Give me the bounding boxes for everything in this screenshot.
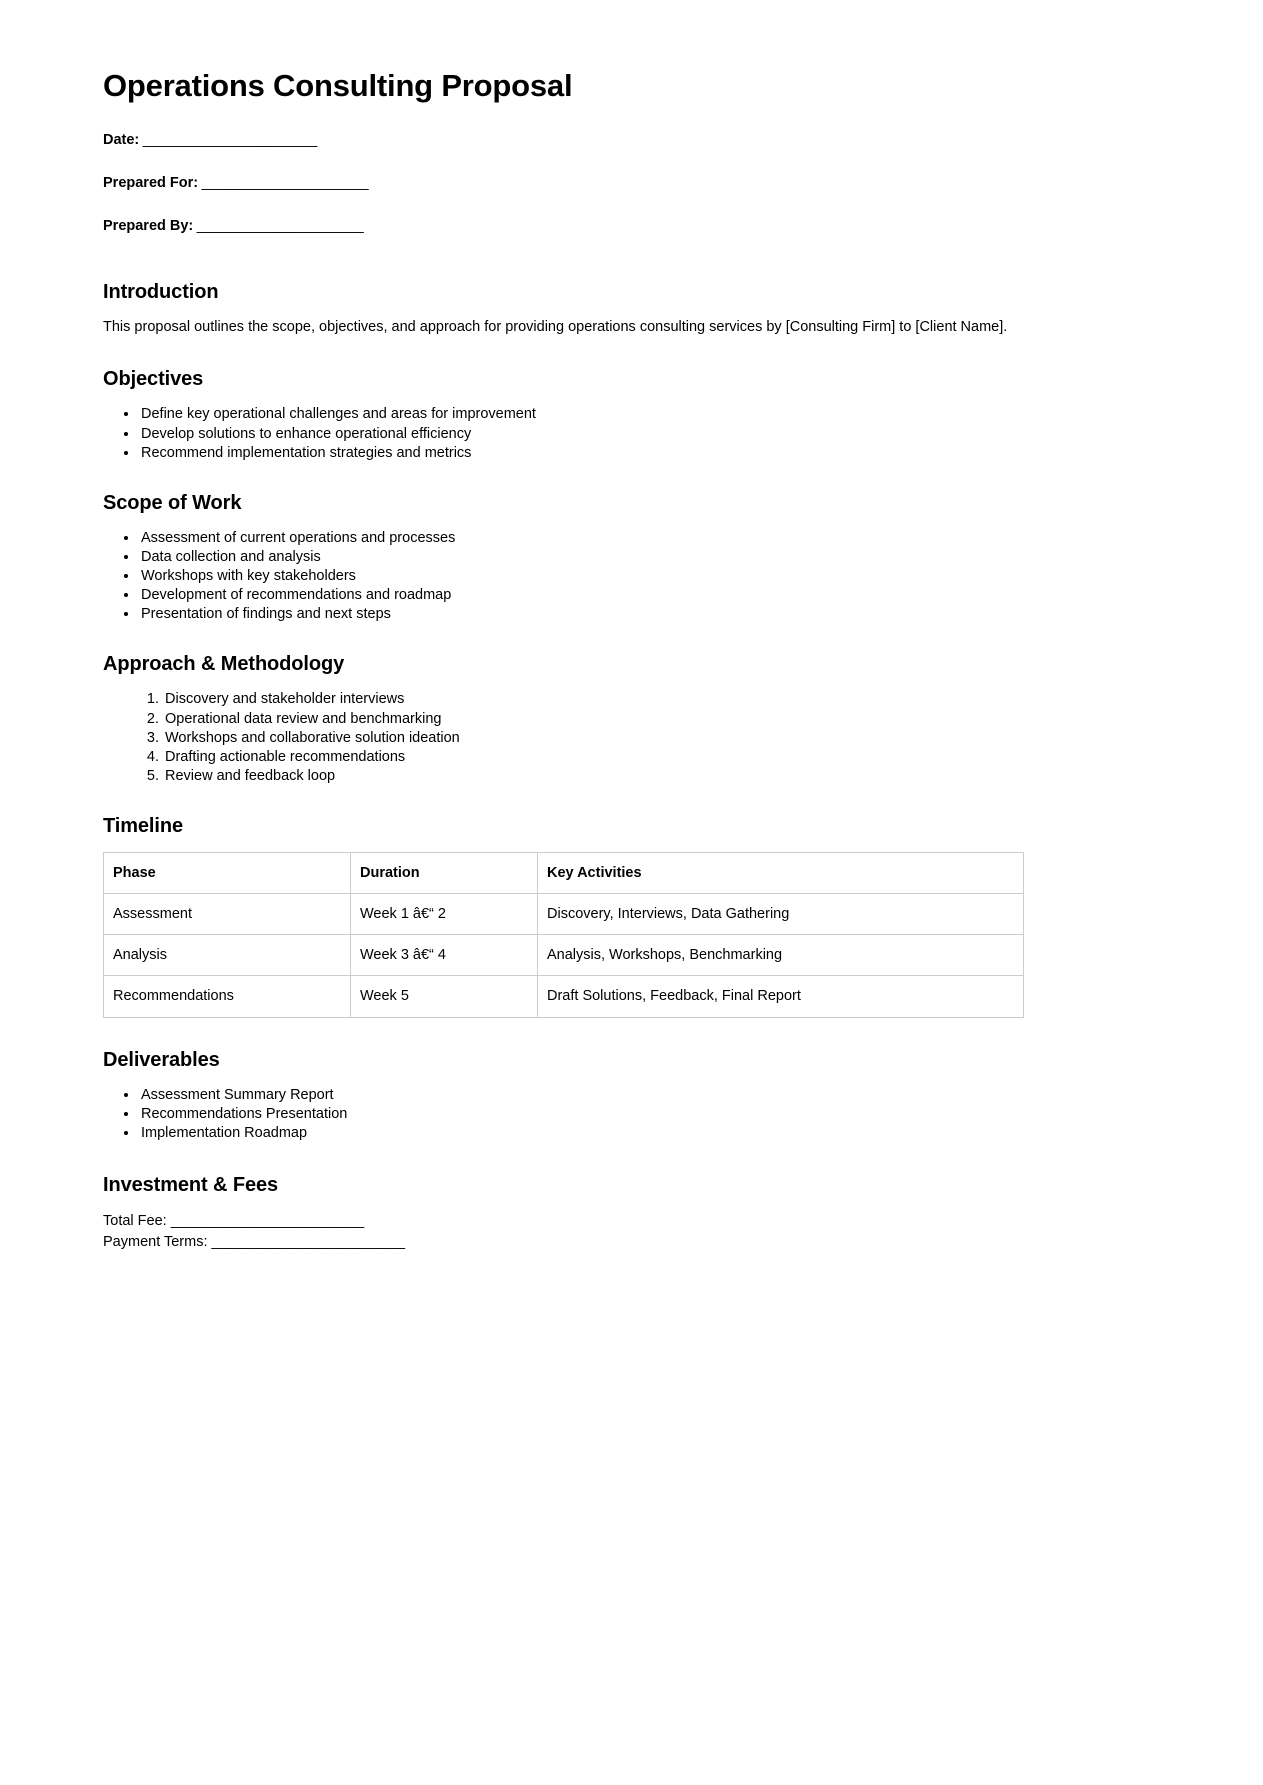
scope-of-work-list [103,529,1023,625]
fee-rule-payment-terms: ________________________ [207,1233,406,1250]
meta-label-prepared-by: Prepared By: [103,218,194,235]
list-item: • Implementation Roadmap [139,1124,1023,1143]
fee-label-payment-terms: Payment Terms: [103,1233,208,1250]
fee-line-total-fee [103,1211,1023,1232]
heading-timeline: Timeline [103,815,183,837]
heading-introduction: Introduction [103,280,219,303]
heading-objectives: Objectives [103,368,204,391]
list-item: • Workshops with key stakeholders [139,567,1023,586]
meta-label-prepared-for: Prepared For: [103,175,199,192]
list-item: 3. Workshops and collaborative solution ideation [163,729,1023,748]
cell-key-activities: Discovery, Interviews, Data Gathering [538,894,1024,935]
page-title: Operations Consulting Proposal [103,68,573,103]
meta-rule-prepared-for: ______________________ [198,175,369,192]
cell-phase: Analysis [104,935,351,976]
cell-duration: Week 5 [351,976,538,1017]
section-timeline [103,814,1023,1018]
column-header-phase: Phase [104,853,351,894]
table-row [104,976,1024,1017]
cell-duration: Week 3 â€“ 4 [351,935,538,976]
cell-duration: Week 1 â€“ 2 [351,894,538,935]
list-item: • Assessment of current operations and processes [139,529,1023,548]
list-item: 4. Drafting actionable recommendations [163,748,1023,767]
list-item: • Data collection and analysis [139,548,1023,567]
deliverables-list [103,1086,1023,1143]
heading-deliverables: Deliverables [103,1048,220,1071]
fee-rule-total-fee: ________________________ [166,1212,365,1229]
cell-phase: Assessment [104,894,351,935]
section-scope-of-work [103,491,1023,625]
fee-line-payment-terms [103,1232,1023,1253]
list-item: • Assessment Summary Report [139,1086,1023,1105]
section-deliverables [103,1048,1023,1143]
list-item: • Define key operational challenges and areas for improvement [139,405,1023,424]
introduction-paragraph: This proposal outlines the scope, objectives, and approach for providing operations consulting services by [Consulting Firm] to [Client Name]. [103,318,1008,335]
fee-label-total-fee: Total Fee: [103,1212,167,1229]
timeline-table [103,852,1024,1018]
list-item: • Development of recommendations and roadmap [139,586,1023,605]
heading-scope-of-work: Scope of Work [103,491,242,514]
meta-rule-prepared-by: ______________________ [193,218,364,235]
list-item: • Recommendations Presentation [139,1105,1023,1124]
objectives-list [103,405,1023,462]
list-item: • Presentation of findings and next steps [139,605,1023,624]
list-item: • Develop solutions to enhance operational efficiency [139,425,1023,444]
column-header-key-activities: Key Activities [538,853,1024,894]
list-item: 5. Review and feedback loop [163,767,1023,786]
approach-list [103,690,1023,786]
meta-rule-date: _______________________ [139,131,317,148]
table-row [104,935,1024,976]
document-body [103,68,1023,1253]
meta-line-date [103,132,1023,149]
section-approach-methodology [103,652,1023,786]
column-header-duration: Duration [351,853,538,894]
section-introduction [103,280,1023,338]
meta-line-prepared-for [103,175,1023,192]
table-row [104,894,1024,935]
list-item: • Recommend implementation strategies and metrics [139,444,1023,463]
list-item: 2. Operational data review and benchmarking [163,710,1023,729]
cell-key-activities: Draft Solutions, Feedback, Final Report [538,976,1024,1017]
heading-approach-methodology: Approach & Methodology [103,653,345,676]
cell-phase: Recommendations [104,976,351,1017]
cell-key-activities: Analysis, Workshops, Benchmarking [538,935,1024,976]
table-header-row [104,853,1024,894]
meta-line-prepared-by [103,218,1023,235]
section-objectives [103,367,1023,462]
section-investment-fees [103,1173,1023,1253]
meta-label-date: Date: [103,131,140,148]
list-item: 1. Discovery and stakeholder interviews [163,690,1023,709]
heading-investment-fees: Investment & Fees [103,1173,279,1196]
document-meta-block [103,132,1023,236]
